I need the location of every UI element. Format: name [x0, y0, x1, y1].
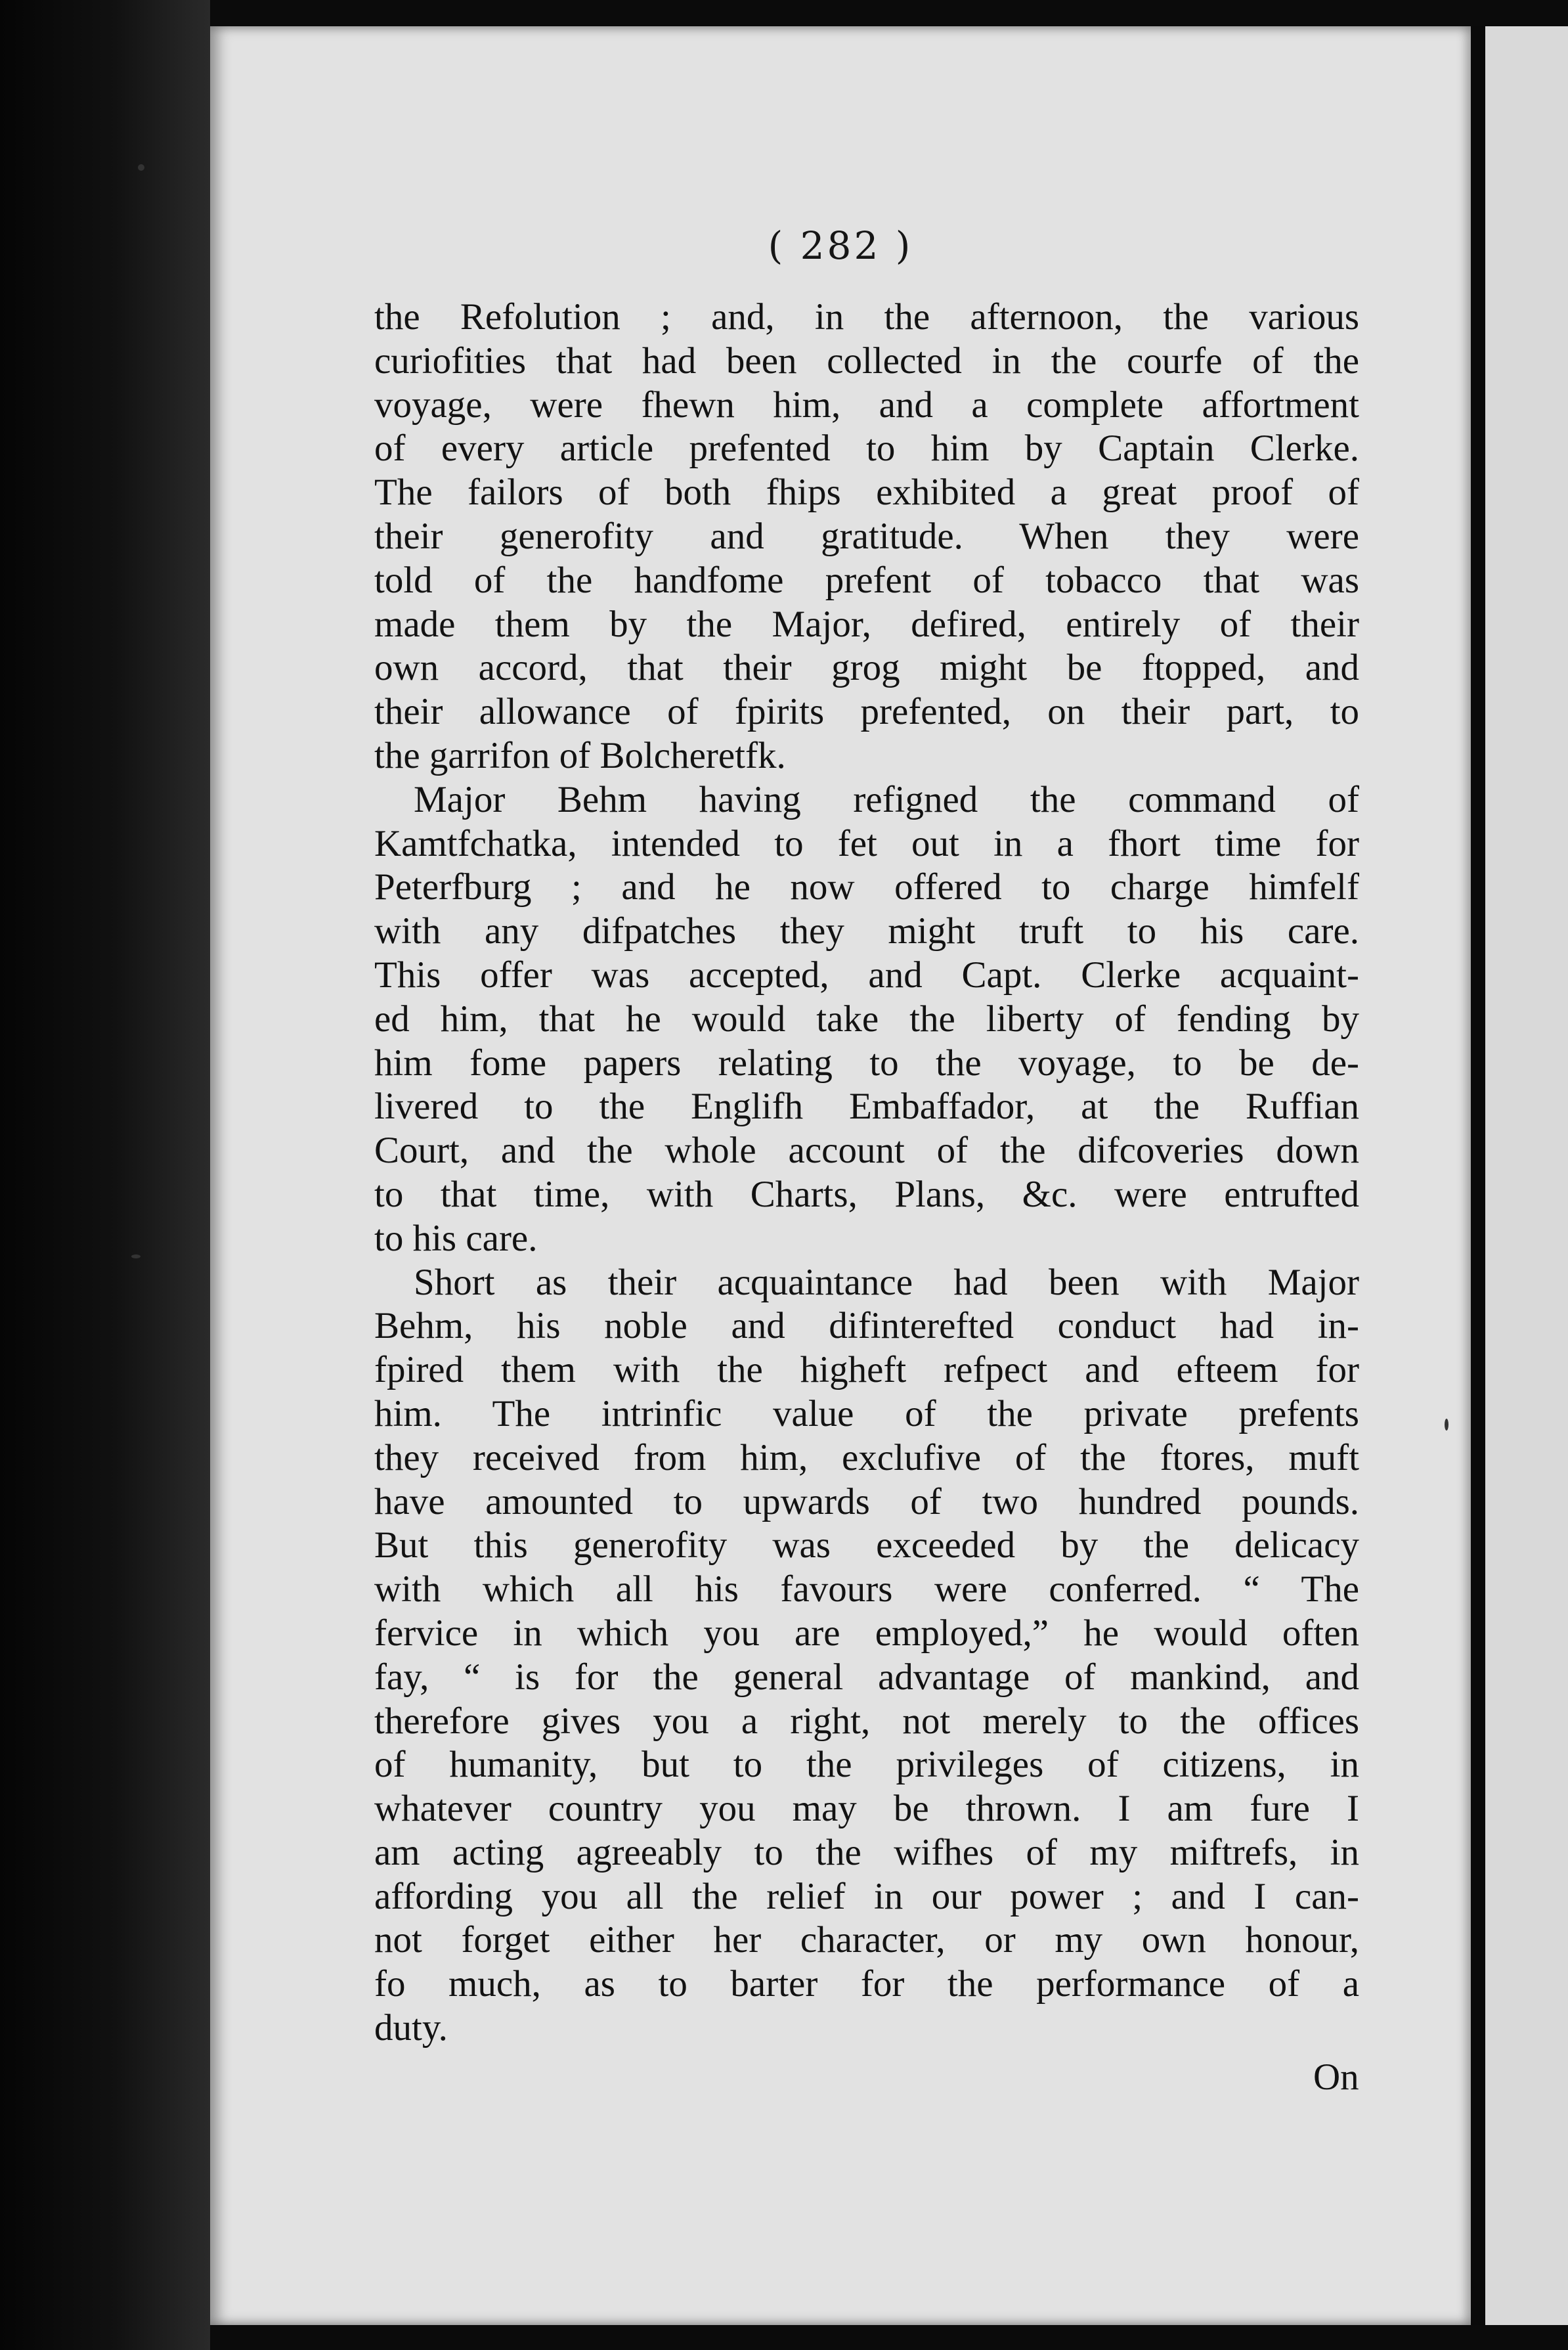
text-line: fo much, as to barter for the performance of a — [374, 1963, 1359, 2005]
text-line: with which all his favours were conferred. “ The — [374, 1568, 1359, 1610]
text-line: their allowance of fpirits prefented, on their part, to — [374, 691, 1359, 733]
text-line: The failors of both fhips exhibited a great proof of — [374, 472, 1359, 514]
text-line: to his care. — [374, 1217, 538, 1259]
ink-speck — [1445, 1419, 1448, 1430]
text-line: not forget either her character, or my own honour, — [374, 1919, 1359, 1961]
text-line: they received from him, exclufive of the ftores, muft — [374, 1436, 1359, 1478]
text-line: to that time, with Charts, Plans, &c. were entrufted — [374, 1173, 1359, 1215]
text-line: This offer was accepted, and Capt. Clerke acquaint- — [374, 954, 1359, 996]
text-line: livered to the Englifh Embaffador, at the Ruffian — [374, 1086, 1359, 1128]
text-line: Court, and the whole account of the difcoveries down — [374, 1130, 1359, 1172]
text-line: voyage, were fhewn him, and a complete affortment — [374, 384, 1359, 426]
text-line: fay, “ is for the general advantage of mankind, and — [374, 1656, 1359, 1698]
text-line: made them by the Major, defired, entirely of their — [374, 603, 1359, 645]
text-line: the garrifon of Bolcheretfk. — [374, 734, 786, 776]
text-line: fervice in which you are employed,” he would often — [374, 1612, 1359, 1654]
catchword: On — [1313, 2056, 1359, 2098]
text-line: therefore gives you a right, not merely to the offices — [374, 1700, 1359, 1742]
text-line: Short as their acquaintance had been with Major — [414, 1261, 1359, 1303]
text-line: him fome papers relating to the voyage, to be de- — [374, 1042, 1359, 1084]
text-line: affording you all the relief in our power ; and I can- — [374, 1875, 1359, 1917]
text-line: own accord, that their grog might be ftopped, and — [374, 647, 1359, 689]
text-line: Kamtfchatka, intended to fet out in a fhort time for — [374, 822, 1359, 864]
page-gutter — [1471, 26, 1485, 2325]
text-line: Behm, his noble and difinterefted conduct had in- — [374, 1305, 1359, 1347]
text-line: have amounted to upwards of two hundred pounds. — [374, 1480, 1359, 1522]
text-line: duty. — [374, 2007, 448, 2049]
book-page — [210, 26, 1471, 2325]
ink-speck — [131, 1254, 141, 1258]
text-line: curiofities that had been collected in the courfe of the — [374, 340, 1359, 382]
text-line: of humanity, but to the privileges of citizens, in — [374, 1744, 1359, 1786]
text-line: whatever country you may be thrown. I am fure I — [374, 1788, 1359, 1830]
text-line: with any difpatches they might truft to his care. — [374, 910, 1359, 952]
text-line: ed him, that he would take the liberty of fending by — [374, 998, 1359, 1040]
text-line: Peterfburg ; and he now offered to charge himfelf — [374, 866, 1359, 908]
ink-speck — [138, 164, 144, 171]
text-line: him. The intrinfic value of the private prefents — [374, 1392, 1359, 1434]
facing-page-edge — [1485, 26, 1568, 2325]
text-line: their generofity and gratitude. When they were — [374, 515, 1359, 557]
page-number: ( 282 ) — [768, 223, 913, 268]
text-line: fpired them with the higheft refpect and efteem for — [374, 1349, 1359, 1391]
scan-left-margin — [0, 0, 210, 2350]
text-line: told of the handfome prefent of tobacco that was — [374, 559, 1359, 601]
body-text — [374, 296, 1359, 2051]
text-line: of every article prefented to him by Captain Clerke. — [374, 428, 1359, 470]
text-line: am acting agreeably to the wifhes of my miftrefs, in — [374, 1831, 1359, 1873]
text-line: But this generofity was exceeded by the delicacy — [374, 1524, 1359, 1566]
text-line: Major Behm having refigned the command of — [414, 778, 1359, 820]
text-line: the Refolution ; and, in the afternoon, the various — [374, 296, 1359, 338]
